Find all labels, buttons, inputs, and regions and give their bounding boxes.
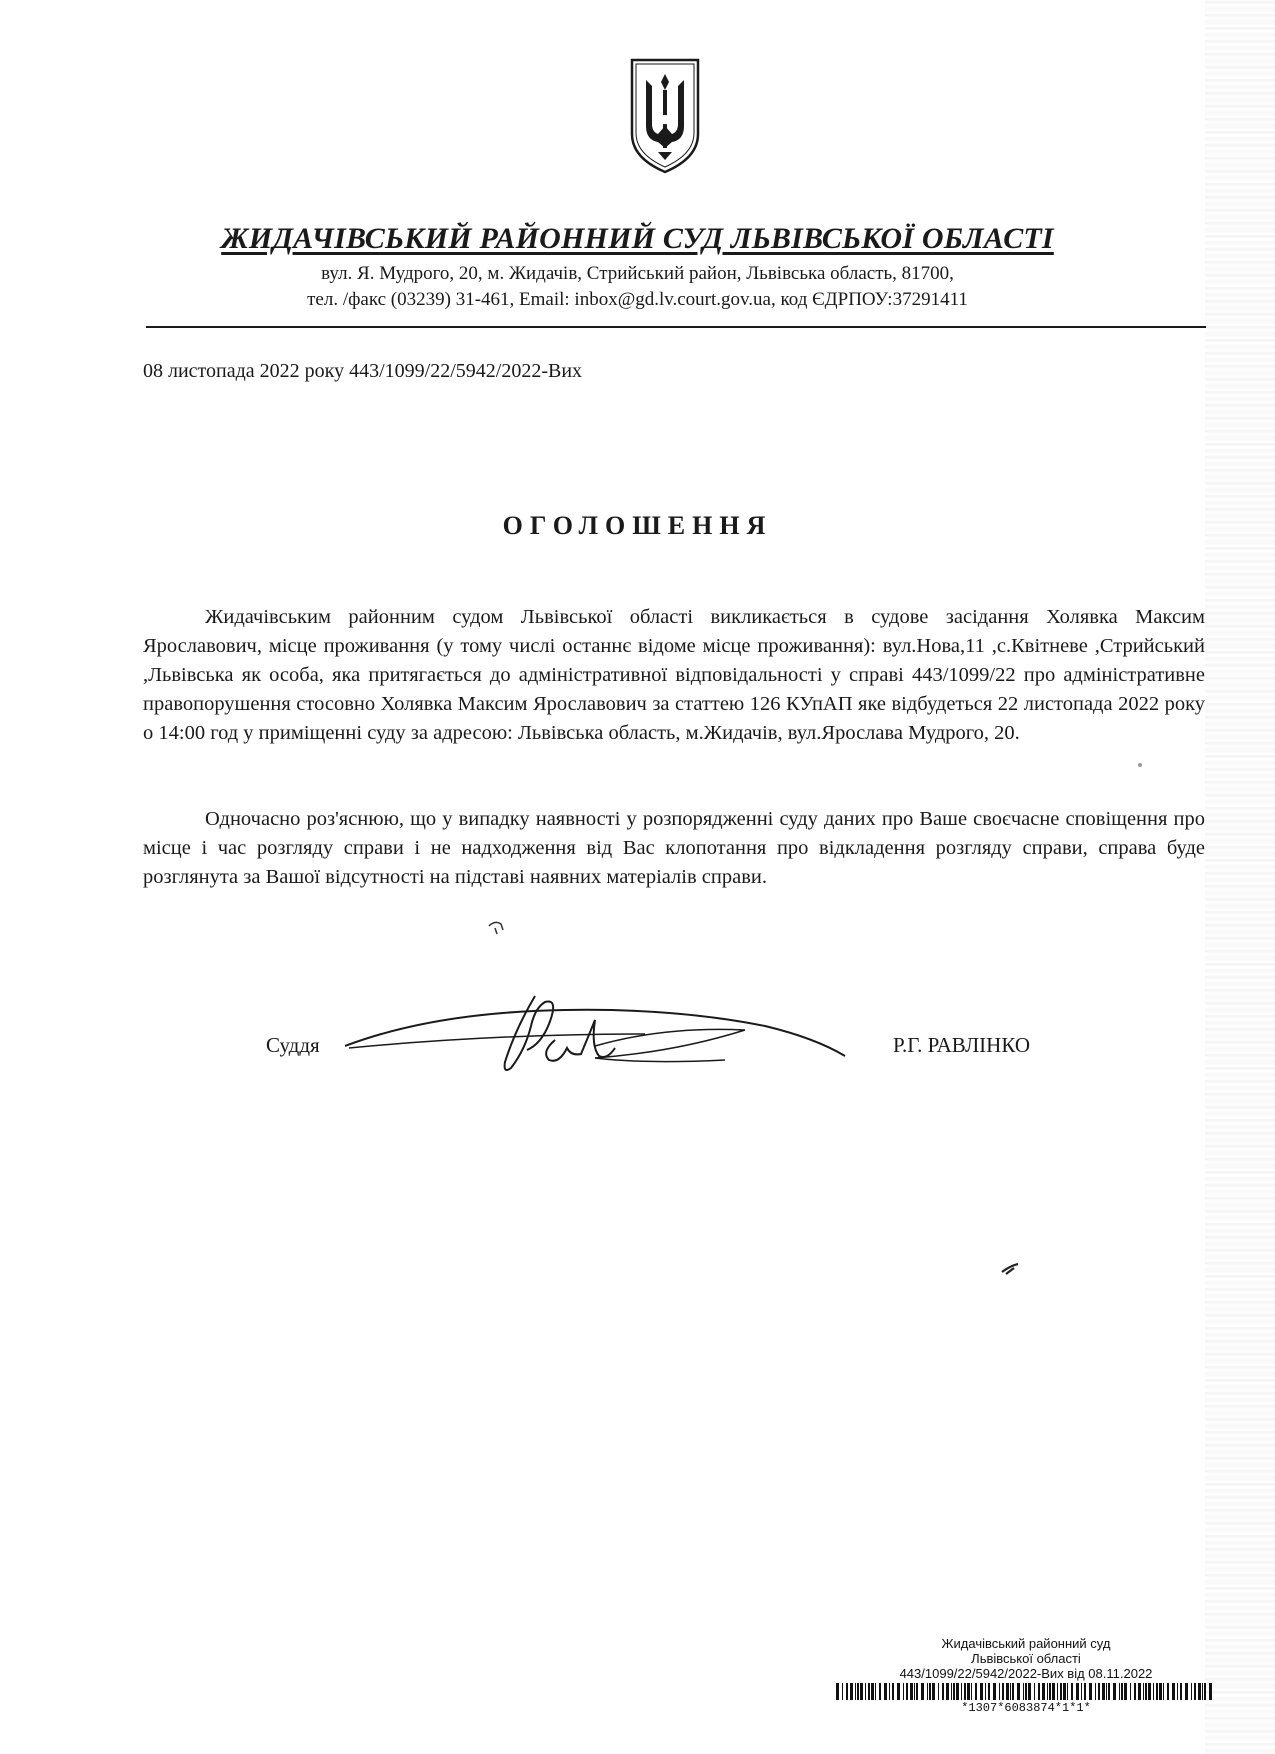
barcode-bar	[875, 1683, 876, 1700]
barcode-bar	[1185, 1683, 1188, 1700]
barcode-icon	[836, 1683, 1216, 1700]
barcode-bar	[1002, 1683, 1004, 1700]
barcode-bar	[1102, 1683, 1105, 1700]
barcode-bar	[1034, 1683, 1035, 1700]
barcode-bar	[1095, 1683, 1096, 1700]
barcode-bar	[1130, 1683, 1131, 1700]
barcode-bar	[1180, 1683, 1182, 1700]
judge-label: Суддя	[266, 1033, 320, 1057]
clarification-paragraph: Одночасно роз'яснюю, що у випадку наявності у розпорядженні суду даних про Ваше своєчасне сповіщення про місце і час розгляду справи і не надходження від Вас клопотання про відкладення розгляду справи, справа буде розглянута за Вашої відсутності на підставі наявних матеріалів справи.	[143, 808, 1205, 888]
barcode-bar	[932, 1683, 935, 1700]
court-contacts: тел. /факс (03239) 31-461, Email: inbox@gd.lv.court.gov.ua, код ЄДРПОУ:37291411	[307, 289, 968, 310]
barcode-bar	[1148, 1683, 1151, 1700]
barcode-bar	[999, 1683, 1000, 1700]
court-address: вул. Я. Мудрого, 20, м. Жидачів, Стрийський район, Львівська область, 81700,	[321, 263, 954, 284]
barcode-bar	[1038, 1683, 1040, 1700]
barcode-bar	[1108, 1683, 1110, 1700]
barcode-bar	[951, 1683, 952, 1700]
barcode-bar	[836, 1683, 839, 1700]
barcode-bar	[929, 1683, 931, 1700]
barcode-bar	[865, 1683, 866, 1700]
barcode-bar	[1106, 1683, 1107, 1700]
barcode-bar	[1204, 1683, 1206, 1700]
barcode-bar	[988, 1683, 990, 1700]
barcode-bar	[1025, 1683, 1027, 1700]
stamp-region: Львівської області	[971, 1651, 1081, 1666]
barcode-bar	[956, 1683, 959, 1700]
barcode-bar	[879, 1683, 881, 1700]
barcode-bar	[868, 1683, 870, 1700]
barcode-bar	[842, 1683, 843, 1700]
barcode-bar	[1198, 1683, 1201, 1700]
barcode-bar	[1209, 1683, 1212, 1700]
barcode-bar	[1167, 1683, 1169, 1700]
barcode-bar	[903, 1683, 904, 1700]
barcode-bar	[1191, 1683, 1192, 1700]
barcode-bar	[1113, 1683, 1116, 1700]
barcode-bar	[1163, 1683, 1164, 1700]
court-name-heading: ЖИДАЧІВСЬКИЙ РАЙОННИЙ СУД ЛЬВІВСЬКОЇ ОБЛАСТІ	[221, 222, 1054, 255]
registration-stamp	[836, 1636, 1216, 1716]
barcode-bar	[1177, 1683, 1178, 1700]
barcode-bar	[1089, 1683, 1092, 1700]
barcode-bar	[1063, 1683, 1066, 1700]
barcode-bar	[938, 1683, 939, 1700]
stamp-registration-number: 443/1099/22/5942/2022-Вих від 08.11.2022	[899, 1666, 1153, 1681]
barcode-bar	[916, 1683, 918, 1700]
barcode-bar	[1194, 1683, 1196, 1700]
barcode-bar	[1057, 1683, 1058, 1700]
pen-mark-icon	[1000, 1262, 1020, 1276]
barcode-bar	[971, 1683, 972, 1700]
barcode-bar	[871, 1683, 874, 1700]
barcode-bar	[906, 1683, 908, 1700]
barcode-bar	[1124, 1683, 1127, 1700]
barcode-bar	[946, 1683, 949, 1700]
barcode-bar	[993, 1683, 996, 1700]
barcode-bar	[967, 1683, 970, 1700]
barcode-bar	[953, 1683, 955, 1700]
pen-mark-icon	[487, 918, 509, 938]
barcode-bar	[1081, 1683, 1082, 1700]
barcode-bar	[860, 1683, 863, 1700]
barcode-bar	[1047, 1683, 1048, 1700]
barcode-bar	[1202, 1683, 1203, 1700]
barcode-bar	[980, 1683, 983, 1700]
barcode-bar	[1023, 1683, 1024, 1700]
barcode-bar	[1153, 1683, 1154, 1700]
barcode-bar	[1138, 1683, 1141, 1700]
barcode-bar	[910, 1683, 913, 1700]
barcode-bar	[964, 1683, 966, 1700]
barcode-bar	[975, 1683, 977, 1700]
barcode-bar	[1076, 1683, 1079, 1700]
scan-dot	[1138, 763, 1142, 767]
barcode-bar	[846, 1683, 848, 1700]
barcode-bar	[1159, 1683, 1162, 1700]
barcode-bar	[1028, 1683, 1031, 1700]
barcode-bar	[1049, 1683, 1051, 1700]
barcode-bar	[1119, 1683, 1120, 1700]
barcode-bar	[1084, 1683, 1086, 1700]
document-date-reference: 08 листопада 2022 року 443/1099/22/5942/2022-Вих	[143, 360, 583, 382]
barcode-bar	[1121, 1683, 1123, 1700]
barcode-bar	[914, 1683, 915, 1700]
barcode-text: *1307*6083874*1*1*	[961, 1701, 1091, 1715]
barcode-bar	[897, 1683, 900, 1700]
barcode-bar	[1067, 1683, 1068, 1700]
barcode-bar	[1071, 1683, 1073, 1700]
barcode-bar	[1134, 1683, 1136, 1700]
barcode-bar	[855, 1683, 856, 1700]
barcode-bar	[1017, 1683, 1020, 1700]
barcode-bar	[857, 1683, 859, 1700]
barcode-bar	[1042, 1683, 1045, 1700]
barcode-bar	[921, 1683, 924, 1700]
barcode-bar	[889, 1683, 890, 1700]
barcode-bar	[942, 1683, 944, 1700]
announcement-paragraph: Жидачівським районним судом Львівської області викликається в судове засідання Холявка Максим Ярославович, місце проживання (у тому числі останнє відоме місце проживання): вул.Нова,11 ,с.Квітневе ,Стрийський ,Львівська як особа, яка притягається до адміністративної відповідальності у справі 443/1099/22 про адміністративне правопорушення стосовно Холявка Максим Ярославович за статтею 126 КУпАП яке відбудеться 22 листопада 2022 року о 14:00 год у приміщенні суду за адресою: Львівська область, м.Жидачів, вул.Ярослава Мудрого, 20.	[143, 606, 1205, 744]
document-title: ОГОЛОШЕННЯ	[502, 511, 773, 540]
barcode-bar	[1060, 1683, 1062, 1700]
barcode-bar	[1006, 1683, 1009, 1700]
barcode-bar	[884, 1683, 887, 1700]
barcode-bar	[1145, 1683, 1147, 1700]
barcode-bar	[1010, 1683, 1011, 1700]
barcode-bar	[1052, 1683, 1055, 1700]
barcode-bar	[1012, 1683, 1014, 1700]
header-divider	[146, 326, 1206, 328]
barcode-bar	[1098, 1683, 1100, 1700]
judge-signature-icon	[345, 990, 865, 1100]
barcode-bar	[1143, 1683, 1144, 1700]
barcode-bar	[892, 1683, 894, 1700]
barcode-bar	[1156, 1683, 1158, 1700]
barcode-bar	[850, 1683, 853, 1700]
barcode-bar	[961, 1683, 962, 1700]
barcode-bar	[985, 1683, 986, 1700]
barcode-bar	[1172, 1683, 1175, 1700]
barcode-bar	[927, 1683, 928, 1700]
judge-name: Р.Г. РАВЛІНКО	[893, 1033, 1030, 1057]
stamp-court-name: Жидачівський районний суд	[941, 1636, 1111, 1651]
ukraine-coat-of-arms-icon	[628, 56, 702, 176]
